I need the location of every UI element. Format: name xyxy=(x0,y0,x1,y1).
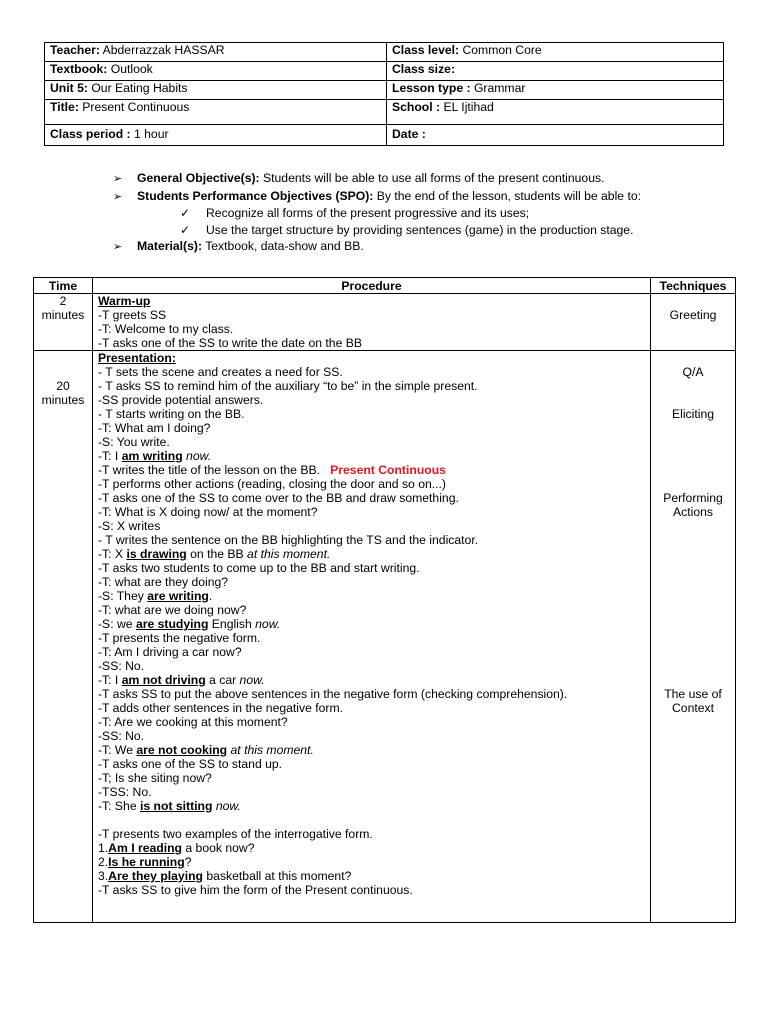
technique-label: Greeting xyxy=(669,308,717,322)
target-structure: Is he running xyxy=(108,855,185,869)
target-structure: are not cooking xyxy=(136,743,228,757)
spo-sub-text: Use the target structure by providing sentences (game) in the production stage. xyxy=(206,222,634,237)
procedure-line: -SS: No. xyxy=(98,659,145,673)
general-objective xyxy=(113,170,641,188)
class-period-label: Class period : xyxy=(50,127,131,141)
lesson-info-table xyxy=(44,42,724,146)
class-size-label: Class size: xyxy=(392,62,456,76)
procedure-line xyxy=(98,743,650,757)
spo-sub-item xyxy=(113,222,641,239)
technique-label: Actions xyxy=(673,505,713,519)
indicator: at this moment. xyxy=(247,547,331,561)
numbered-item xyxy=(98,841,650,855)
arrow-bullet-icon: ➢ xyxy=(113,241,123,253)
procedure-line xyxy=(98,547,650,561)
unit-cell xyxy=(45,81,387,100)
procedure-line xyxy=(98,449,650,463)
target-structure: is not sitting xyxy=(140,799,213,813)
spo-sub-item xyxy=(113,205,641,222)
procedure-line: -T: What is X doing now/ at the moment? xyxy=(98,505,318,519)
unit-label: Unit 5: xyxy=(50,81,88,95)
procedure-line xyxy=(98,589,650,603)
table-header-row xyxy=(34,278,736,294)
unit-value: Our Eating Habits xyxy=(91,81,188,95)
indicator: now. xyxy=(239,673,265,687)
procedure-header: Procedure xyxy=(93,278,651,294)
technique-label: Context xyxy=(671,701,714,715)
procedure-line: -SS provide potential answers. xyxy=(98,393,264,407)
line-text: -T: I xyxy=(98,449,122,463)
procedure-line: -T presents two examples of the interrogative form. xyxy=(98,827,373,841)
numbered-item xyxy=(98,855,650,869)
time-value: 20 xyxy=(56,379,70,393)
time-unit: minutes xyxy=(41,393,85,407)
line-text: a book now? xyxy=(182,841,255,855)
presentation-procedure-cell xyxy=(93,351,651,923)
lesson-type-cell xyxy=(387,81,724,100)
time-header: Time xyxy=(34,278,93,294)
textbook-label: Textbook: xyxy=(50,62,108,76)
class-size-cell xyxy=(387,62,724,81)
procedure-line: -T performs other actions (reading, closing the door and so on...) xyxy=(98,477,446,491)
line-text: -T: She xyxy=(98,799,140,813)
procedure-line: -T: Am I driving a car now? xyxy=(98,645,242,659)
procedure-line: -T asks one of the SS to write the date on the BB xyxy=(98,336,362,350)
class-level-label: Class level: xyxy=(392,43,460,57)
target-structure: Am I reading xyxy=(108,841,182,855)
warmup-time-cell xyxy=(34,294,93,351)
arrow-bullet-icon: ➢ xyxy=(113,190,123,203)
procedure-line: -T asks two students to come up to the BB and start writing. xyxy=(98,561,420,575)
target-structure: is drawing xyxy=(126,547,187,561)
lesson-type-value: Grammar xyxy=(473,81,526,95)
technique-label: Eliciting xyxy=(672,407,714,421)
procedure-line: -T asks SS to give him the form of the Present continuous. xyxy=(98,883,413,897)
line-text: on the BB xyxy=(186,547,248,561)
time-unit: minutes xyxy=(41,308,85,322)
class-period-cell xyxy=(45,125,387,146)
line-text: ? xyxy=(184,855,192,869)
procedure-line: -T adds other sentences in the negative form. xyxy=(98,701,344,715)
procedure-line: -SS: No. xyxy=(98,729,145,743)
indicator: now. xyxy=(255,617,281,631)
materials-label: Material(s): xyxy=(137,239,203,253)
presentation-time-cell xyxy=(34,351,93,923)
line-text: -T: I xyxy=(98,673,122,687)
technique-label: Performing xyxy=(663,491,723,505)
numbered-item xyxy=(98,869,650,883)
target-structure: are studying xyxy=(135,617,209,631)
line-text: -T writes the title of the lesson on the BB. xyxy=(98,463,331,477)
procedure-line: -T asks one of the SS to stand up. xyxy=(98,757,283,771)
warmup-heading: Warm-up xyxy=(98,294,151,308)
procedure-line: - T starts writing on the BB. xyxy=(98,407,245,421)
indicator: at this moment. xyxy=(230,743,314,757)
teacher-value: Abderrazzak HASSAR xyxy=(102,43,225,57)
presentation-technique-cell xyxy=(651,351,736,923)
table-row xyxy=(34,294,736,351)
procedure-line: - T asks SS to remind him of the auxiliary “to be” in the simple present. xyxy=(98,379,478,393)
lesson-type-label: Lesson type : xyxy=(392,81,471,95)
line-text: basketball at this moment? xyxy=(203,869,352,883)
line-text: -T: X xyxy=(98,547,127,561)
techniques-header: Techniques xyxy=(651,278,736,294)
warmup-procedure-cell xyxy=(93,294,651,351)
target-structure: are writing xyxy=(147,589,209,603)
indicator: now. xyxy=(215,799,241,813)
procedure-line: -T greets SS xyxy=(98,308,167,322)
arrow-bullet-icon: ➢ xyxy=(113,173,123,185)
table-row xyxy=(34,351,736,923)
target-structure: am not driving xyxy=(121,673,206,687)
line-text: -S: we xyxy=(98,617,136,631)
procedure-line: -S: You write. xyxy=(98,435,170,449)
title-label: Title: xyxy=(50,100,79,114)
checkmark-icon: ✓ xyxy=(180,206,191,220)
title-cell xyxy=(45,100,387,125)
textbook-cell xyxy=(45,62,387,81)
technique-label: The use of xyxy=(664,687,722,701)
item-number: 3. xyxy=(98,869,109,883)
procedure-line: -T: What am I doing? xyxy=(98,421,211,435)
indicator: now. xyxy=(182,449,212,463)
class-level-cell xyxy=(387,43,724,62)
procedure-line: -T presents the negative form. xyxy=(98,631,261,645)
date-label: Date : xyxy=(392,127,426,141)
procedure-line: -T asks SS to put the above sentences in the negative form (checking comprehension). xyxy=(98,687,568,701)
line-text: English xyxy=(208,617,256,631)
title-value: Present Continuous xyxy=(82,100,190,114)
school-value: EL Ijtihad xyxy=(443,100,494,114)
procedure-table xyxy=(33,277,736,923)
line-text: -T: We xyxy=(98,743,137,757)
lesson-title-highlight: Present Continuous xyxy=(330,463,446,477)
time-value: 2 xyxy=(59,294,67,308)
class-level-value: Common Core xyxy=(462,43,542,57)
materials-text: Textbook, data-show and BB. xyxy=(205,239,364,253)
warmup-technique-cell xyxy=(651,294,736,351)
procedure-line: -TSS: No. xyxy=(98,785,152,799)
spo-objective xyxy=(113,188,641,206)
target-structure: am writing xyxy=(121,449,183,463)
school-label: School : xyxy=(392,100,441,114)
spo-sub-text: Recognize all forms of the present progressive and its uses; xyxy=(206,206,530,220)
textbook-value: Outlook xyxy=(110,62,153,76)
target-structure: Are they playing xyxy=(108,869,203,883)
procedure-line: -T: Welcome to my class. xyxy=(98,322,234,336)
checkmark-icon: ✓ xyxy=(180,222,191,237)
spo-text: By the end of the lesson, students will be able to: xyxy=(376,188,641,203)
procedure-line: -T: what are they doing? xyxy=(98,575,229,589)
presentation-heading: Presentation: xyxy=(98,351,176,365)
procedure-line xyxy=(98,799,650,813)
line-text: -S: They xyxy=(98,589,148,603)
class-period-value: 1 hour xyxy=(133,127,169,141)
procedure-line xyxy=(98,617,650,631)
procedure-line: -T: Are we cooking at this moment? xyxy=(98,715,288,729)
procedure-line: -T asks one of the SS to come over to the BB and draw something. xyxy=(98,491,459,505)
spo-label: Students Performance Objectives (SPO): xyxy=(137,188,374,203)
procedure-line: -S: X writes xyxy=(98,519,161,533)
objectives-list xyxy=(113,170,641,256)
materials-objective xyxy=(113,238,641,256)
general-objective-label: General Objective(s): xyxy=(137,171,260,185)
line-text: . xyxy=(208,589,213,603)
procedure-line xyxy=(98,673,650,687)
procedure-line: -T; Is she siting now? xyxy=(98,771,212,785)
procedure-line: - T sets the scene and creates a need for SS. xyxy=(98,365,343,379)
procedure-line: - T writes the sentence on the BB highlighting the TS and the indicator. xyxy=(98,533,479,547)
procedure-line: -T: what are we doing now? xyxy=(98,603,247,617)
general-objective-text: Students will be able to use all forms of the present continuous. xyxy=(263,171,605,185)
teacher-label: Teacher: xyxy=(50,43,100,57)
teacher-cell xyxy=(45,43,387,62)
item-number: 2. xyxy=(98,855,109,869)
technique-label: Q/A xyxy=(682,365,704,379)
date-cell xyxy=(387,125,724,146)
school-cell xyxy=(387,100,724,125)
line-text: a car xyxy=(205,673,240,687)
item-number: 1. xyxy=(98,841,109,855)
procedure-line xyxy=(98,463,650,477)
